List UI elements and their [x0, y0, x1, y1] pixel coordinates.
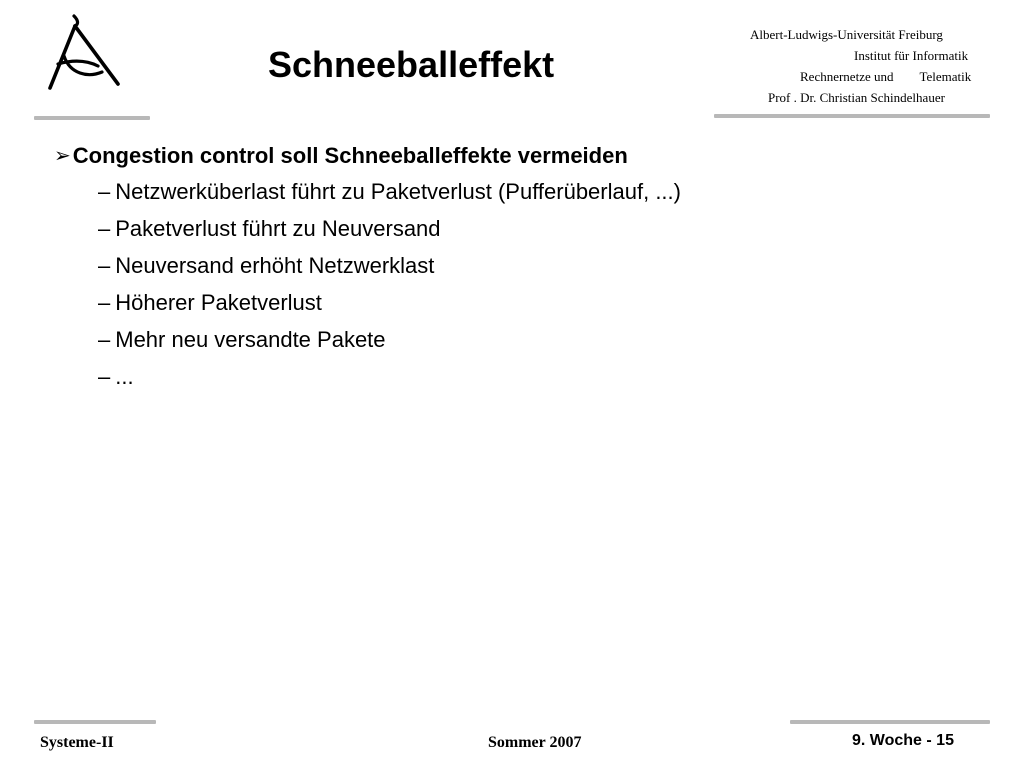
- sub-bullet-text: Mehr neu versandte Pakete: [115, 327, 386, 352]
- sub-bullet-item: [54, 285, 974, 322]
- footer-divider-left: [34, 720, 156, 724]
- dash-bullet: –: [98, 290, 111, 315]
- sub-bullet-text: Neuversand erhöht Netzwerklast: [115, 253, 435, 278]
- footer-divider-right: [790, 720, 990, 724]
- sub-bullet-text: Höherer Paketverlust: [115, 290, 322, 315]
- affiliation-university: Albert-Ludwigs-Universität Freiburg: [750, 27, 943, 42]
- sub-bullet-text: Paketverlust führt zu Neuversand: [115, 216, 441, 241]
- affiliation-professor: Prof . Dr. Christian Schindelhauer: [768, 90, 945, 105]
- sub-bullet-list: [54, 174, 974, 396]
- sub-bullet-text: ...: [115, 364, 134, 389]
- university-logo-icon: [44, 14, 124, 94]
- header-divider-right: [714, 114, 990, 118]
- dash-bullet: –: [98, 216, 111, 241]
- sub-bullet-item: [54, 322, 974, 359]
- affiliation-chair-part2: Telematik: [919, 69, 972, 84]
- sub-bullet-item: [54, 248, 974, 285]
- main-bullet-text: Congestion control soll Schneeballeffekte vermeiden: [72, 143, 628, 168]
- affiliation-block: [678, 24, 978, 108]
- affiliation-institute: Institut für Informatik: [854, 48, 969, 63]
- dash-bullet: –: [98, 179, 111, 204]
- slide-content: [54, 138, 974, 396]
- footer-page-number: 9. Woche - 15: [852, 732, 954, 749]
- dash-bullet: –: [98, 364, 111, 389]
- affiliation-chair: [678, 66, 978, 87]
- main-bullet-point: [54, 138, 974, 174]
- slide-title: Schneeballeffekt: [268, 44, 555, 85]
- footer-semester: Sommer 2007: [488, 734, 582, 751]
- sub-bullet-item: [54, 211, 974, 248]
- sub-bullet-item: [54, 174, 974, 211]
- sub-bullet-item: [54, 359, 974, 396]
- header-divider-left: [34, 116, 150, 120]
- footer-course: Systeme-II: [40, 734, 114, 751]
- affiliation-chair-part1: Rechnernetze und: [800, 69, 894, 84]
- dash-bullet: –: [98, 253, 111, 278]
- arrowhead-bullet-icon: ➢: [54, 145, 71, 167]
- dash-bullet: –: [98, 327, 111, 352]
- sub-bullet-text: Netzwerküberlast führt zu Paketverlust (Pufferüberlauf, ...): [115, 179, 681, 204]
